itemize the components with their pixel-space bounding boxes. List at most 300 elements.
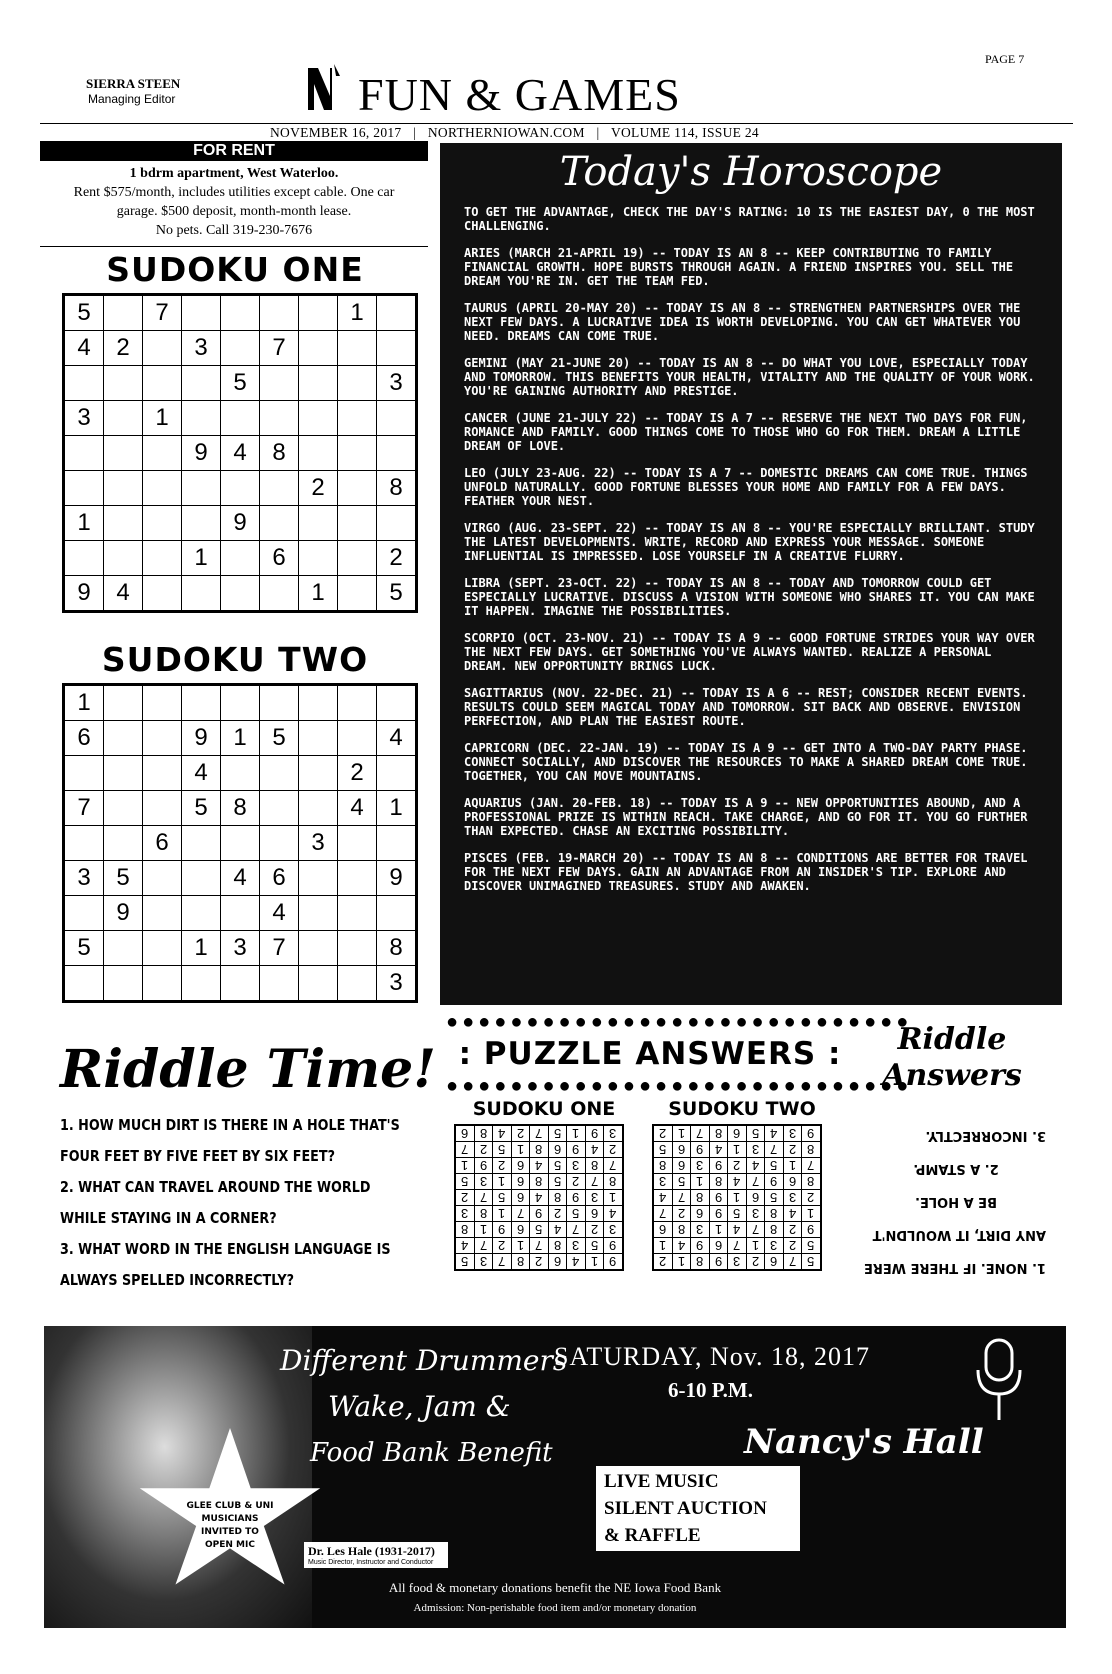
answer-one-cell [455, 1158, 474, 1174]
sudoku-two-row [64, 861, 417, 896]
sudoku-one-cell [64, 541, 104, 576]
sudoku-one-cell: 4 [104, 576, 143, 612]
answer-two-row [653, 1190, 821, 1206]
answer-two-cell [653, 1125, 672, 1142]
sudoku-one-cell: 4 [64, 331, 104, 366]
microphone-icon [964, 1336, 1034, 1426]
horoscope-entry-gemini: GEMINI (MAY 21-JUNE 20) -- TODAY IS AN 8 -- DO WHAT YOU LOVE, ESPECIALLY TODAY AND TOMORROW. THIS BENEFITS YOUR HEALTH, VITALITY AND THE QUALITY OF YOUR WORK. YOU'RE GAINING AUTHORITY AND PRESTIGE. [464, 356, 1035, 398]
answer-one-digit: 7 [535, 1126, 543, 1141]
sudoku-one-cell [104, 471, 143, 506]
answer-one-digit: 9 [609, 1254, 617, 1269]
answer-two-digit: 3 [659, 1174, 667, 1189]
answer-one-digit: 5 [461, 1174, 469, 1189]
answer-one-cell [567, 1206, 586, 1222]
answer-two-cell [672, 1174, 691, 1190]
answer-one-cell [455, 1238, 474, 1254]
answer-two-digit: 8 [770, 1206, 778, 1221]
answer-two-cell [746, 1238, 765, 1254]
answer-one-cell [548, 1222, 567, 1238]
horoscope-entry-cancer: CANCER (JUNE 21-JULY 22) -- TODAY IS A 7 -- RESERVE THE NEXT TWO DAYS FOR FUN, ROMANCE AND FAMILY. GOOD THINGS COME TO THOSE WHO GO FOR THEM. DREAM A LITTLE DREAM OF LOVE. [464, 411, 1028, 453]
sudoku-one-row [64, 436, 417, 471]
sudoku-one-cell [260, 576, 299, 612]
answer-two-digit: 6 [677, 1158, 685, 1173]
sudoku-one-cell [299, 401, 338, 436]
sudoku-two-cell [64, 896, 104, 931]
sudoku-two-cell: 5 [260, 721, 299, 756]
answer-two-digit: 4 [770, 1126, 778, 1141]
answer-two-cell [746, 1174, 765, 1190]
sudoku-two-cell [338, 685, 377, 721]
answer-one-cell [493, 1190, 512, 1206]
answer-two-digit: 2 [733, 1158, 741, 1173]
sudoku-one-cell [299, 295, 338, 331]
answer-two-cell [709, 1158, 728, 1174]
sudoku-two-cell [338, 966, 377, 1002]
sudoku-two-cell [182, 896, 221, 931]
answer-one-row [455, 1190, 623, 1206]
answer-one-row [455, 1238, 623, 1254]
sudoku-one-cell [377, 506, 417, 541]
event-feature: LIVE MUSIC [604, 1471, 719, 1492]
answer-one-digit: 5 [553, 1126, 561, 1141]
answer-two-cell [691, 1190, 710, 1206]
sudoku-one-cell [143, 331, 182, 366]
riddle-question-line: WHILE STAYING IN A CORNER? [60, 1209, 277, 1227]
riddle-title: Riddle Time! [60, 1039, 437, 1100]
sudoku-one-cell: 3 [182, 331, 221, 366]
sudoku-one-cell: 8 [377, 471, 417, 506]
answer-two-digit: 2 [788, 1238, 796, 1253]
answer-two-cell [783, 1190, 802, 1206]
for-rent-ad [40, 164, 428, 240]
answer-one-digit: 5 [553, 1174, 561, 1189]
horoscope-entry-libra: LIBRA (SEPT. 23-OCT. 22) -- TODAY IS AN 8 -- TODAY AND TOMORROW COULD GET ESPECIALLY LUCRATIVE. DISCUSS A VISION WITH SOMEONE WHO SHARES IT. YOU CAN MAKE IT HAPPEN. IMAGINE THE POSSIBILITIES. [464, 576, 1035, 618]
answer-one-grid [454, 1124, 624, 1271]
answer-one-cell [474, 1254, 493, 1271]
answer-two-cell [691, 1206, 710, 1222]
sudoku-one-cell [221, 471, 260, 506]
answer-two-digit: 9 [714, 1158, 722, 1173]
answer-one-digit: 1 [590, 1254, 598, 1269]
answer-two-digit: 6 [770, 1254, 778, 1269]
riddle-answers-title-line: Answers [882, 1058, 1022, 1093]
answer-one-digit: 3 [609, 1222, 617, 1237]
answer-two-digit: 1 [659, 1238, 667, 1253]
sudoku-one-cell: 5 [64, 295, 104, 331]
sudoku-two-cell: 9 [182, 721, 221, 756]
answer-one-cell [493, 1222, 512, 1238]
answer-one-cell [567, 1238, 586, 1254]
sudoku-two-grid [62, 683, 418, 1003]
sudoku-one-cell [104, 541, 143, 576]
sudoku-one-cell: 1 [299, 576, 338, 612]
sudoku-one-cell: 9 [182, 436, 221, 471]
answer-two-cell [709, 1174, 728, 1190]
answer-two-cell [783, 1238, 802, 1254]
answer-one-digit: 8 [553, 1238, 561, 1253]
answer-two-digit: 2 [788, 1222, 796, 1237]
answer-one-row [455, 1206, 623, 1222]
answer-two-cell [653, 1142, 672, 1158]
sudoku-one-row [64, 471, 417, 506]
answer-one-cell [604, 1238, 623, 1254]
sudoku-two-row [64, 931, 417, 966]
sudoku-two-cell: 3 [64, 861, 104, 896]
sudoku-one-row [64, 401, 417, 436]
sudoku-two-cell [299, 685, 338, 721]
sudoku-one-cell: 7 [143, 295, 182, 331]
riddle-answers-title-line: Riddle [897, 1022, 1007, 1057]
sudoku-two-cell [338, 826, 377, 861]
answer-one-cell [585, 1254, 604, 1271]
sudoku-two-cell [221, 966, 260, 1002]
answer-one-cell [567, 1190, 586, 1206]
horoscope-entry-scorpio: SCORPIO (OCT. 23-NOV. 21) -- TODAY IS A 9 -- GOOD FORTUNE STRIDES YOUR WAY OVER THE NEXT FEW DAYS. GET SOMETHING YOU'VE ALWAYS WANTED. REALIZE A PERSONAL DREAM. NEW OPPORTUNITY BRINGS LUCK. [464, 631, 1035, 673]
answer-two-digit: 6 [788, 1174, 796, 1189]
sudoku-one-cell [221, 541, 260, 576]
sudoku-two-row [64, 721, 417, 756]
horoscope-panel [440, 143, 1062, 1005]
answer-one-cell [474, 1158, 493, 1174]
answer-two-row [653, 1142, 821, 1158]
sudoku-two-cell [104, 826, 143, 861]
answer-two-digit: 8 [770, 1222, 778, 1237]
answer-one-cell [474, 1222, 493, 1238]
answer-two-cell [746, 1158, 765, 1174]
answer-two-digit: 7 [751, 1174, 759, 1189]
event-time: 6-10 P.M. [668, 1378, 753, 1402]
answer-two-cell [728, 1222, 747, 1238]
answer-one-digit: 4 [553, 1222, 561, 1237]
event-features [596, 1466, 800, 1551]
answer-one-digit: 1 [498, 1206, 506, 1221]
horoscope-body [440, 195, 1062, 893]
answer-two-cell [709, 1238, 728, 1254]
sudoku-two-cell [260, 826, 299, 861]
sudoku-two-cell: 3 [377, 966, 417, 1002]
sudoku-two-cell: 9 [377, 861, 417, 896]
sudoku-two-cell: 7 [260, 931, 299, 966]
sudoku-one-cell [299, 366, 338, 401]
answer-two-cell [765, 1174, 784, 1190]
answer-one-digit: 2 [461, 1190, 469, 1205]
answer-one-digit: 8 [590, 1158, 598, 1173]
answer-two-digit: 6 [696, 1206, 704, 1221]
sudoku-two-cell [182, 861, 221, 896]
sudoku-two-cell: 4 [377, 721, 417, 756]
answer-one-digit: 6 [516, 1158, 524, 1173]
sudoku-two-cell [221, 826, 260, 861]
answer-two-cell [672, 1142, 691, 1158]
sudoku-one-cell [104, 436, 143, 471]
answer-two-digit: 4 [714, 1142, 722, 1157]
answer-one-digit: 9 [572, 1190, 580, 1205]
answer-two-cell [653, 1254, 672, 1271]
answer-two-cell [728, 1190, 747, 1206]
answer-two-digit: 8 [807, 1174, 815, 1189]
answer-one-cell [585, 1158, 604, 1174]
dot-separator-icon: : [828, 1036, 842, 1072]
answer-one-digit: 8 [609, 1174, 617, 1189]
answer-two-cell [765, 1190, 784, 1206]
sudoku-one-title: SUDOKU ONE [106, 250, 364, 289]
answer-one-cell [604, 1125, 623, 1142]
horoscope-entry-aries: ARIES (MARCH 21-APRIL 19) -- TODAY IS AN 8 -- KEEP CONTRIBUTING TO FAMILY FINANCIAL GROWTH. HOPE BURSTS THROUGH AGAIN. A FRIEND INSPIRES YOU. SELL THE DREAM YOU'RE IN. GET THE TEAM FED. [464, 246, 1014, 288]
answer-one-row [455, 1125, 623, 1142]
sudoku-two-cell: 5 [64, 931, 104, 966]
answer-two-cell [802, 1125, 821, 1142]
answer-one-cell [585, 1206, 604, 1222]
answer-one-digit: 6 [461, 1126, 469, 1141]
sudoku-one-cell [221, 576, 260, 612]
sudoku-two-cell: 2 [338, 756, 377, 791]
answer-two-cell [709, 1142, 728, 1158]
sudoku-two-cell [104, 931, 143, 966]
sudoku-two-row [64, 896, 417, 931]
answer-one-digit: 3 [479, 1254, 487, 1269]
answer-two-digit: 9 [714, 1190, 722, 1205]
answer-one-digit: 3 [461, 1206, 469, 1221]
sudoku-one-cell [338, 506, 377, 541]
answer-one-digit: 6 [553, 1142, 561, 1157]
sudoku-two-cell [338, 861, 377, 896]
answer-two-digit: 1 [751, 1238, 759, 1253]
sudoku-two-cell [104, 966, 143, 1002]
sudoku-two-cell [299, 791, 338, 826]
horoscope-entry-leo: LEO (JULY 23-AUG. 22) -- TODAY IS A 7 -- DOMESTIC DREAMS CAN COME TRUE. THINGS UNFOLD NATURALLY. GOOD FORTUNE BLESSES YOUR HOME AND FAMILY FOR A FEW DAYS. FEATHER YOUR NEST. [464, 466, 1028, 508]
riddle-question-line: ALWAYS SPELLED INCORRECTLY? [60, 1271, 294, 1289]
answer-one-digit: 7 [479, 1238, 487, 1253]
sudoku-one-row [64, 331, 417, 366]
answer-two-digit: 5 [807, 1254, 815, 1269]
answer-one-cell [530, 1125, 549, 1142]
answer-one-cell [474, 1190, 493, 1206]
answer-one-row [455, 1254, 623, 1271]
sudoku-two-row [64, 791, 417, 826]
star-badge-line: GLEE CLUB & UNI [186, 1501, 274, 1511]
sudoku-one-cell [182, 506, 221, 541]
sudoku-one-cell: 3 [64, 401, 104, 436]
sudoku-two-cell: 8 [221, 791, 260, 826]
answer-two-digit: 6 [659, 1222, 667, 1237]
star-badge-line: INVITED TO [201, 1527, 259, 1537]
event-venue: Nancy's Hall [744, 1422, 984, 1462]
answer-two-cell [728, 1206, 747, 1222]
answer-two-digit: 2 [751, 1254, 759, 1269]
sudoku-two-cell [182, 826, 221, 861]
sudoku-two-cell [104, 685, 143, 721]
sudoku-one-cell [260, 401, 299, 436]
answer-one-digit: 2 [590, 1222, 598, 1237]
answer-one-cell [474, 1174, 493, 1190]
answer-two-cell [728, 1254, 747, 1271]
sudoku-two-cell: 9 [104, 896, 143, 931]
answer-two-digit: 9 [696, 1142, 704, 1157]
answer-one-row [455, 1142, 623, 1158]
answer-two-cell [728, 1142, 747, 1158]
answer-two-digit: 3 [696, 1158, 704, 1173]
answer-one-digit: 8 [553, 1190, 561, 1205]
answer-one-cell [548, 1238, 567, 1254]
sudoku-one-cell [104, 401, 143, 436]
answer-one-digit: 5 [590, 1238, 598, 1253]
for-rent-line: garage. $500 deposit, month-month lease. [116, 204, 352, 219]
sudoku-one-cell [377, 331, 417, 366]
answer-one-digit: 7 [609, 1158, 617, 1173]
sudoku-one-cell [182, 295, 221, 331]
sudoku-two-cell: 1 [64, 685, 104, 721]
answer-one-cell [585, 1125, 604, 1142]
answer-two-cell [746, 1254, 765, 1271]
editor-role: Managing Editor [88, 92, 176, 106]
sudoku-one-cell [260, 366, 299, 401]
sudoku-one-cell [64, 471, 104, 506]
sudoku-one-cell: 5 [377, 576, 417, 612]
answer-one-digit: 1 [516, 1142, 524, 1157]
sudoku-two-row [64, 756, 417, 791]
answer-one-row [455, 1158, 623, 1174]
answer-two-cell [728, 1125, 747, 1142]
answer-two-digit: 7 [677, 1190, 685, 1205]
issue-date: NOVEMBER 16, 2017 [270, 125, 402, 140]
sudoku-one-row [64, 541, 417, 576]
answer-two-digit: 3 [751, 1206, 759, 1221]
answer-one-title: SUDOKU ONE [472, 1098, 616, 1120]
sudoku-one-cell: 8 [260, 436, 299, 471]
answer-two-cell [709, 1254, 728, 1271]
answer-two-row [653, 1222, 821, 1238]
answer-one-cell [567, 1142, 586, 1158]
answer-two-cell [802, 1206, 821, 1222]
sudoku-two-title: SUDOKU TWO [101, 640, 369, 679]
sudoku-one-cell [299, 436, 338, 471]
answer-one-cell [474, 1206, 493, 1222]
sudoku-two-cell: 4 [182, 756, 221, 791]
answer-two-cell [672, 1158, 691, 1174]
sudoku-two-row [64, 826, 417, 861]
answer-one-cell [530, 1142, 549, 1158]
sudoku-one-cell [338, 401, 377, 436]
sudoku-one-cell [143, 436, 182, 471]
answer-one-digit: 9 [498, 1222, 506, 1237]
event-title-line: Different Drummers [280, 1344, 568, 1377]
sudoku-two-cell [299, 756, 338, 791]
answer-one-digit: 3 [572, 1238, 580, 1253]
answer-one-cell [548, 1125, 567, 1142]
sudoku-one-cell [143, 366, 182, 401]
answer-two-digit: 9 [807, 1126, 815, 1141]
answer-two-cell [672, 1125, 691, 1142]
answer-one-digit: 2 [516, 1126, 524, 1141]
answer-one-cell [511, 1206, 530, 1222]
answer-two-digit: 5 [659, 1142, 667, 1157]
sudoku-one-row [64, 506, 417, 541]
event-title-line: Wake, Jam & [328, 1390, 511, 1423]
sudoku-one-cell [299, 331, 338, 366]
sudoku-one-cell [104, 366, 143, 401]
sudoku-one-cell [338, 471, 377, 506]
site-link[interactable]: NORTHERNIOWAN.COM [427, 125, 585, 140]
answer-one-row [455, 1174, 623, 1190]
sudoku-one-cell [338, 366, 377, 401]
sudoku-two-cell: 7 [64, 791, 104, 826]
answer-two-digit: 7 [659, 1206, 667, 1221]
riddle-question-line: 1. HOW MUCH DIRT IS THERE IN A HOLE THAT'S [60, 1116, 400, 1134]
puzzle-answers-title [446, 1034, 854, 1074]
answer-one-cell [511, 1174, 530, 1190]
sudoku-two-cell [299, 861, 338, 896]
horoscope-entry-taurus: TAURUS (APRIL 20-MAY 20) -- TODAY IS AN 8 -- STRENGTHEN PARTNERSHIPS OVER THE NEXT FEW DAYS. A LUCRATIVE IDEA IS WORTH DEVELOPING. YOU CAN GET WHATEVER YOU NEED. DREAMS CAN COME TRUE. [464, 301, 1021, 343]
answer-two-digit: 7 [751, 1222, 759, 1237]
answer-two-digit: 6 [733, 1126, 741, 1141]
horoscope-entry-aquarius: AQUARIUS (JAN. 20-FEB. 18) -- TODAY IS A 9 -- NEW OPPORTUNITIES ABOUND, AND A PROFESSIONAL PRIZE IS WITHIN REACH. TAKE CHARGE, AND GO FOR IT. YOU GO FURTHER THAN EXPECTED. CHASE AN EXCITING POSSIBILITY. [464, 796, 1028, 838]
answer-two-cell [783, 1158, 802, 1174]
answer-one-cell [493, 1254, 512, 1271]
answer-two-cell [653, 1222, 672, 1238]
sudoku-two-cell: 1 [377, 791, 417, 826]
answer-one-cell [567, 1125, 586, 1142]
sudoku-one-cell [260, 295, 299, 331]
answer-one-cell [548, 1158, 567, 1174]
answer-one-digit: 6 [590, 1206, 598, 1221]
answer-one-cell [567, 1222, 586, 1238]
page-number: PAGE 7 [985, 52, 1025, 66]
answer-one-digit: 3 [479, 1174, 487, 1189]
sudoku-two-cell [143, 791, 182, 826]
answer-one-digit: 9 [572, 1142, 580, 1157]
sudoku-two-cell [377, 756, 417, 791]
ad-footer-line: All food & monetary donations benefit the NE Iowa Food Bank [388, 1580, 722, 1595]
answer-two-digit: 2 [788, 1142, 796, 1157]
answer-one-row [455, 1222, 623, 1238]
answer-two-digit: 1 [714, 1222, 722, 1237]
answer-two-cell [691, 1174, 710, 1190]
sudoku-one-cell: 2 [299, 471, 338, 506]
sudoku-two-cell [143, 685, 182, 721]
answer-two-cell [691, 1158, 710, 1174]
sudoku-two-cell [143, 896, 182, 931]
riddle-answer-2: 2. A STAMP. [913, 1161, 999, 1176]
answer-one-digit: 4 [535, 1158, 543, 1173]
answer-one-cell [604, 1158, 623, 1174]
answer-two-cell [765, 1125, 784, 1142]
answer-one-cell [474, 1238, 493, 1254]
answer-two-row [653, 1206, 821, 1222]
answer-one-digit: 7 [516, 1206, 524, 1221]
sudoku-one-cell [299, 541, 338, 576]
answer-one-digit: 7 [461, 1142, 469, 1157]
answer-two-digit: 4 [733, 1222, 741, 1237]
for-rent-title: 1 bdrm apartment, West Waterloo. [129, 166, 339, 181]
answer-two-row [653, 1125, 821, 1142]
sudoku-one-row [64, 295, 417, 331]
sudoku-one-cell: 2 [377, 541, 417, 576]
answer-two-cell [802, 1238, 821, 1254]
answer-one-cell [455, 1142, 474, 1158]
sudoku-one-cell [143, 471, 182, 506]
sudoku-one-cell [260, 471, 299, 506]
sudoku-one-cell [377, 295, 417, 331]
answer-one-digit: 8 [535, 1174, 543, 1189]
answer-two-digit: 2 [659, 1254, 667, 1269]
header-rule [40, 123, 1073, 124]
sudoku-two-cell: 1 [221, 721, 260, 756]
answer-one-digit: 2 [479, 1142, 487, 1157]
answer-two-cell [765, 1254, 784, 1271]
answer-one-cell [604, 1254, 623, 1271]
sudoku-one-cell [338, 541, 377, 576]
answer-one-cell [511, 1254, 530, 1271]
